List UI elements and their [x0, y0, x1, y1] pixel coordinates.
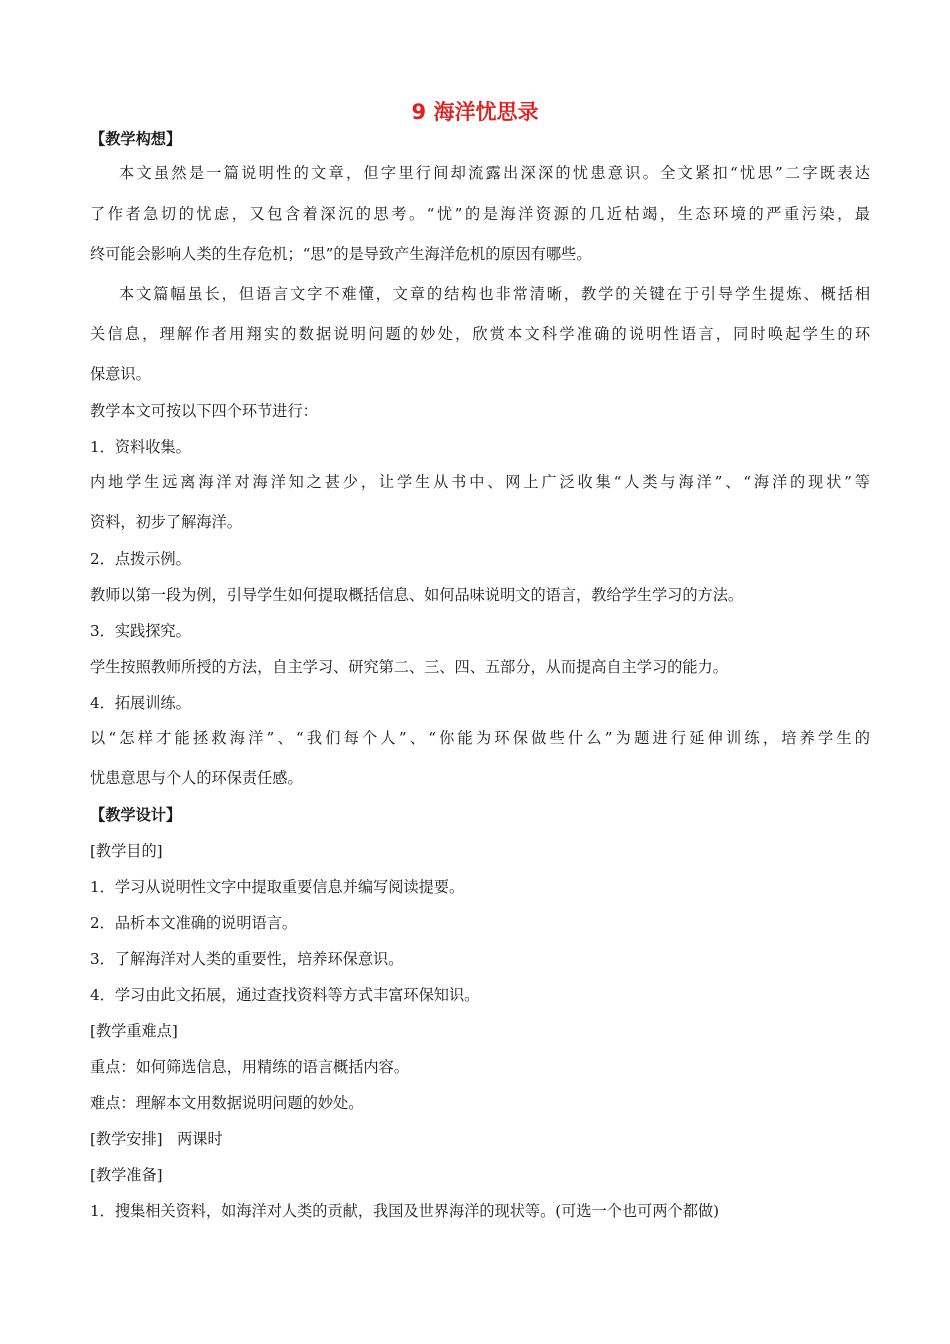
- document-title: 9 海洋忧思录: [411, 100, 539, 124]
- schedule-label: [教学安排]: [90, 1130, 163, 1148]
- paragraph-line: 本文篇幅虽长，但语言文字不难懂，文章的结构也非常清晰，教学的关键在于引导学生提炼、概括相: [119, 285, 870, 303]
- paragraph-line: 本文虽然是一篇说明性的文章，但字里行间却流露出深深的忧患意识。全文紧扣“忧思”二字既表达: [119, 164, 870, 182]
- goal-item: 3．了解海洋对人类的重要性，培养环保意识。: [90, 950, 404, 968]
- step-text-line: 以“怎样才能拯救海洋”、“我们每个人”、“你能为环保做些什么”为题进行延伸训练，培养学生的: [90, 729, 870, 747]
- step-title: 2．点拨示例。: [90, 550, 191, 568]
- difficult-point: 难点：理解本文用数据说明问题的妙处。: [90, 1094, 364, 1112]
- paragraph-line: 保意识。: [90, 365, 151, 383]
- section-heading-concept: 【教学构想】: [90, 130, 182, 148]
- schedule-value: 两课时: [177, 1130, 223, 1148]
- paragraph-line: 终可能会影响人类的生存危机；“思”的是导致产生海洋危机的原因有哪些。: [90, 245, 592, 263]
- schedule-line: [90, 1128, 870, 1150]
- step-text: 学生按照教师所授的方法，自主学习、研究第二、三、四、五部分，从而提高自主学习的能力。: [90, 658, 728, 676]
- step-title: 1．资料收集。: [90, 438, 191, 456]
- step-text-line: 资料，初步了解海洋。: [90, 513, 242, 531]
- paragraph-line: 了作者急切的忧虑，又包含着深沉的思考。“忧”的是海洋资源的几近枯竭，生态环境的严重污染，最: [90, 205, 870, 223]
- steps-intro: 教学本文可按以下四个环节进行：: [90, 402, 318, 420]
- step-title: 4．拓展训练。: [90, 694, 191, 712]
- step-text: 教师以第一段为例，引导学生如何提取概括信息、如何品味说明文的语言，教给学生学习的方法。: [90, 586, 744, 604]
- key-point: 重点：如何筛选信息，用精练的语言概括内容。: [90, 1058, 409, 1076]
- step-text-line: 忧患意思与个人的环保责任感。: [90, 769, 303, 787]
- prep-item: 1．搜集相关资料，如海洋对人类的贡献，我国及世界海洋的现状等。(可选一个也可两个都做): [90, 1202, 720, 1220]
- section-heading-design: 【教学设计】: [90, 806, 182, 824]
- prep-label: [教学准备]: [90, 1166, 163, 1184]
- goal-item: 1．学习从说明性文字中提取重要信息并编写阅读提要。: [90, 878, 465, 896]
- step-title: 3．实践探究。: [90, 622, 191, 640]
- key-label: [教学重难点]: [90, 1022, 178, 1040]
- step-text-line: 内地学生远离海洋对海洋知之甚少，让学生从书中、网上广泛收集“人类与海洋”、“海洋的现状”等: [90, 473, 870, 491]
- paragraph-line: 关信息，理解作者用翔实的数据说明问题的妙处，欣赏本文科学准确的说明性语言，同时唤起学生的环: [90, 325, 870, 343]
- goal-item: 2．品析本文准确的说明语言。: [90, 914, 298, 932]
- goal-item: 4．学习由此文拓展，通过查找资料等方式丰富环保知识。: [90, 986, 480, 1004]
- goals-label: [教学目的]: [90, 842, 163, 860]
